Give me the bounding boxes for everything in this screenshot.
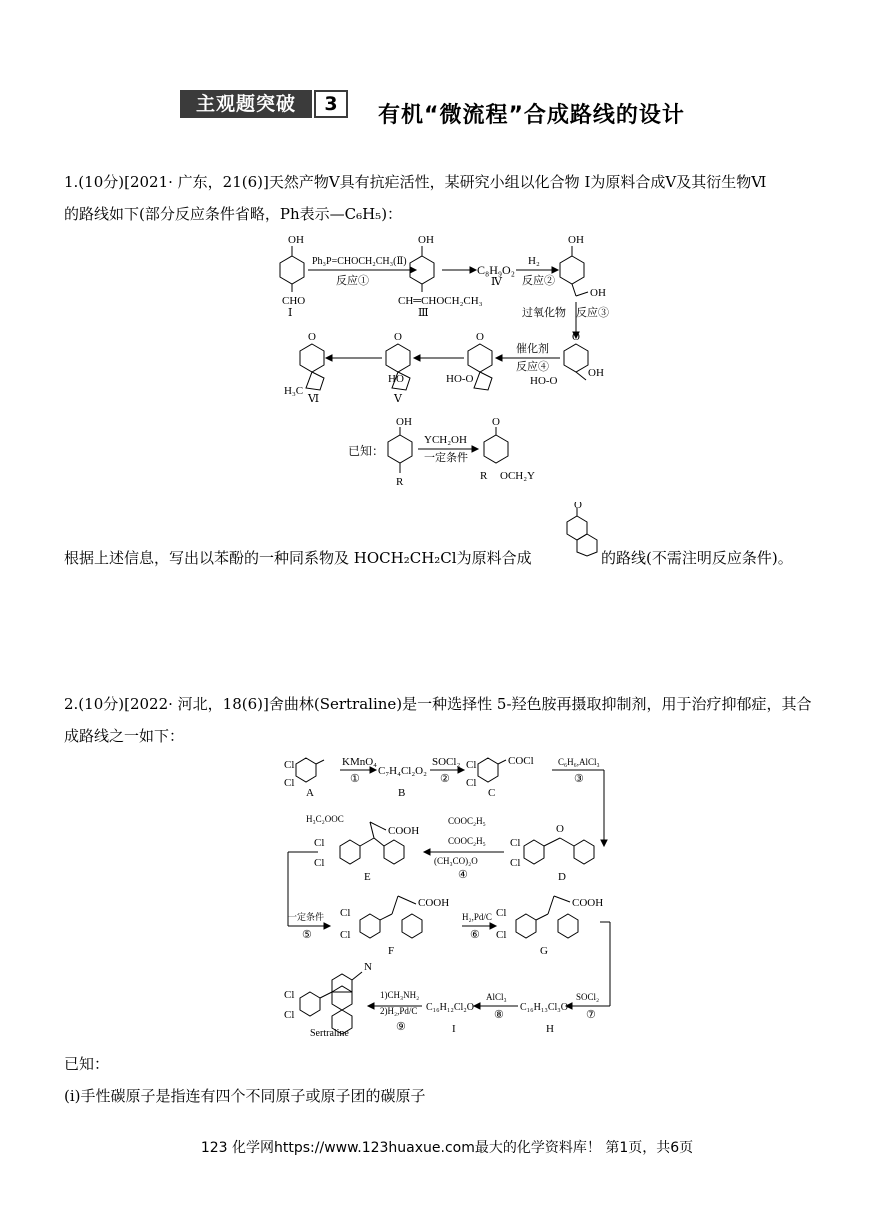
o-label-V: O bbox=[394, 331, 402, 343]
vinyl-label: CH═CHOCH₂CH₃ bbox=[398, 295, 483, 307]
r1: KMnO₄ bbox=[342, 756, 378, 768]
r4: (CH₃CO)₂O bbox=[434, 856, 478, 866]
compound-G-ring-1 bbox=[516, 914, 536, 938]
D-cl2: Cl bbox=[510, 857, 521, 869]
o-label-peroxide: O bbox=[572, 331, 580, 343]
label-A: A bbox=[306, 787, 314, 799]
q2-known-label: 已知： bbox=[64, 1055, 110, 1073]
F-cooh: COOH bbox=[418, 897, 450, 909]
known-reaction bbox=[340, 415, 580, 495]
sertraline-label: Sertraline bbox=[310, 1028, 349, 1039]
G-cl1: Cl bbox=[496, 907, 507, 919]
target-o: O bbox=[574, 502, 582, 511]
s5: ⑤ bbox=[302, 929, 312, 941]
G-cooh: COOH bbox=[572, 897, 604, 909]
s4: ④ bbox=[458, 869, 468, 881]
label-H: H bbox=[546, 1023, 554, 1035]
cond-1: 反应① bbox=[336, 275, 369, 287]
page-footer: 123 化学网https://www.123huaxue.com最大的化学资料库！ 第1页，共6页 bbox=[200, 1140, 694, 1156]
E-cl2: Cl bbox=[314, 857, 325, 869]
formula-B: C₇H₄Cl₂O₂ bbox=[378, 765, 427, 777]
oh-label-right: OH bbox=[568, 234, 584, 246]
A-cl2: Cl bbox=[284, 777, 295, 789]
q2-known-item: (ⅰ)手性碳原子是指连有四个不同原子或原子团的碳原子 bbox=[64, 1087, 426, 1105]
label-C: C bbox=[488, 787, 496, 799]
label-G: G bbox=[540, 945, 548, 957]
spiro-hydroperoxide-ring bbox=[468, 344, 492, 372]
r9b: 2)H₂,Pd/C bbox=[380, 1006, 418, 1016]
label-V: Ⅴ bbox=[394, 393, 402, 405]
page-title: 有机“微流程”合成路线的设计 bbox=[378, 103, 685, 128]
sertraline-ring-2 bbox=[332, 986, 352, 1010]
section-badge-number: 3 bbox=[314, 90, 348, 118]
known-o: O bbox=[492, 416, 500, 428]
known-label: 已知： bbox=[348, 444, 385, 458]
h3c-label: H₃C bbox=[284, 385, 304, 397]
h3cooc: H₃C₂OOC bbox=[306, 814, 344, 824]
compound-E-ring-2 bbox=[384, 840, 404, 864]
formula-I: C₁₆H₁₂Cl₂O bbox=[426, 1002, 474, 1013]
q1-line2: 的路线如下(部分反应条件省略，Ph表示—C₆H₅)： bbox=[64, 205, 403, 223]
compound-C-ring bbox=[478, 758, 498, 782]
target-molecule bbox=[565, 502, 605, 562]
r8: AlCl₃ bbox=[486, 992, 507, 1002]
compound-I-ring bbox=[280, 256, 304, 284]
A-cl1: Cl bbox=[284, 759, 295, 771]
compound-VI-ring bbox=[300, 344, 324, 372]
D-cl1: Cl bbox=[510, 837, 521, 849]
hoo-label-spiro: HO-O bbox=[446, 373, 474, 385]
q2-line1: 2.(10分)[2022· 河北，18(6)]舍曲林(Sertraline)是一种选择性 5-羟色胺再摄取抑制剂，用于治疗抑郁症，其合 bbox=[64, 695, 812, 713]
formula-H: C₁₆H₁₃Cl₃O bbox=[520, 1002, 568, 1013]
dienone-ring bbox=[484, 435, 508, 463]
reagent-2: H₂ bbox=[528, 255, 540, 267]
reagent-4: 催化剂 bbox=[516, 343, 549, 355]
reagent-1: Ph₃P=CHOCH₂CH₃(Ⅱ) bbox=[312, 256, 407, 267]
sertraline-n: N bbox=[364, 961, 372, 973]
phenol-ring bbox=[388, 435, 412, 463]
s9: ⑨ bbox=[396, 1021, 406, 1033]
peroxide-ring bbox=[564, 344, 588, 372]
s6: ⑥ bbox=[470, 929, 480, 941]
reduced-product-ring bbox=[560, 256, 584, 284]
compound-F-ring-1 bbox=[360, 914, 380, 938]
compound-A-ring bbox=[296, 758, 316, 782]
known-reagent: YCH₂OH bbox=[424, 434, 467, 446]
oh-label-III: OH bbox=[418, 234, 434, 246]
cond-3: 反应③ bbox=[576, 307, 609, 319]
E-cl1: Cl bbox=[314, 837, 325, 849]
o-label-spiro: O bbox=[476, 331, 484, 343]
G-cl2: Cl bbox=[496, 929, 507, 941]
s2: ② bbox=[440, 773, 450, 785]
label-B: B bbox=[398, 787, 406, 799]
ester2: COOC₂H₅ bbox=[448, 836, 486, 846]
label-III: Ⅲ bbox=[418, 307, 429, 319]
r2: SOCl₂ bbox=[432, 756, 461, 768]
q1-question-after: 的路线(不需注明反应条件)。 bbox=[601, 549, 793, 567]
E-cooh: COOH bbox=[388, 825, 420, 837]
compound-G-ring-2 bbox=[558, 914, 578, 938]
known-och2y: OCH₂Y bbox=[500, 470, 536, 482]
cho-label: CHO bbox=[282, 295, 306, 307]
known-oh: OH bbox=[396, 416, 412, 428]
mid-formula: C₈H₉O₂ bbox=[477, 263, 515, 277]
label-E: E bbox=[364, 871, 371, 883]
compound-E-ring-1 bbox=[340, 840, 360, 864]
label-I: I bbox=[452, 1023, 456, 1035]
F-cl2: Cl bbox=[340, 929, 351, 941]
q1-reaction-scheme bbox=[270, 230, 630, 410]
s7: ⑦ bbox=[586, 1009, 596, 1021]
label-I: Ⅰ bbox=[288, 307, 293, 319]
q2-line2: 成路线之一如下： bbox=[64, 727, 185, 745]
q1-line1: 1.(10分)[2021· 广东，21(6)]天然产物Ⅴ具有抗疟活性，某研究小组以化合物 Ⅰ为原料合成Ⅴ及其衍生物Ⅵ bbox=[64, 173, 767, 191]
mid-label: Ⅳ bbox=[491, 276, 502, 288]
sertraline-cl2: Cl bbox=[284, 1009, 295, 1021]
s8: ⑧ bbox=[494, 1009, 504, 1021]
known-cond: 一定条件 bbox=[424, 452, 468, 464]
r6: H₂,Pd/C bbox=[462, 912, 492, 922]
s3: ③ bbox=[574, 773, 584, 785]
cond-4: 反应④ bbox=[516, 361, 549, 373]
q1-question-before: 根据上述信息，写出以苯酚的一种同系物及 HOCH₂CH₂Cl为原料合成 bbox=[64, 549, 532, 567]
sertraline-cl1: Cl bbox=[284, 989, 295, 1001]
label-VI: Ⅵ bbox=[308, 393, 320, 405]
r3: C₆H₆,AlCl₃ bbox=[558, 757, 600, 767]
C-cl2: Cl bbox=[466, 777, 477, 789]
known-r-left: R bbox=[396, 476, 404, 488]
ester1: COOC₂H₅ bbox=[448, 816, 486, 826]
oh-label-chain: OH bbox=[590, 287, 606, 299]
oh-label-I: OH bbox=[288, 234, 304, 246]
oh-label-peroxide: OH bbox=[588, 367, 604, 379]
compound-V-ring bbox=[386, 344, 410, 372]
reagent-3: 过氧化物 bbox=[522, 307, 566, 319]
compound-D-ring-2 bbox=[574, 840, 594, 864]
section-badge bbox=[180, 90, 348, 118]
s1: ① bbox=[350, 773, 360, 785]
cond-2: 反应② bbox=[522, 275, 555, 287]
C-cl1: Cl bbox=[466, 759, 477, 771]
r5: 一定条件 bbox=[288, 912, 325, 922]
hoo-label-right: HO-O bbox=[530, 375, 558, 387]
compound-D-ring-1 bbox=[524, 840, 544, 864]
label-D: D bbox=[558, 871, 566, 883]
ho-label-V: HO bbox=[388, 373, 404, 385]
label-F: F bbox=[388, 945, 395, 957]
o-label-VI: O bbox=[308, 331, 316, 343]
D-o: O bbox=[556, 823, 564, 835]
r7: SOCl₂ bbox=[576, 992, 600, 1002]
compound-F-ring-2 bbox=[402, 914, 422, 938]
q2-reaction-scheme bbox=[270, 756, 620, 1044]
r9a: 1)CH₃NH₂ bbox=[380, 990, 420, 1000]
known-r-right: R bbox=[480, 470, 488, 482]
F-cl1: Cl bbox=[340, 907, 351, 919]
sertraline-ring-1 bbox=[300, 992, 320, 1016]
cocl: COCl bbox=[508, 756, 534, 767]
section-badge-label: 主观题突破 bbox=[180, 90, 312, 118]
